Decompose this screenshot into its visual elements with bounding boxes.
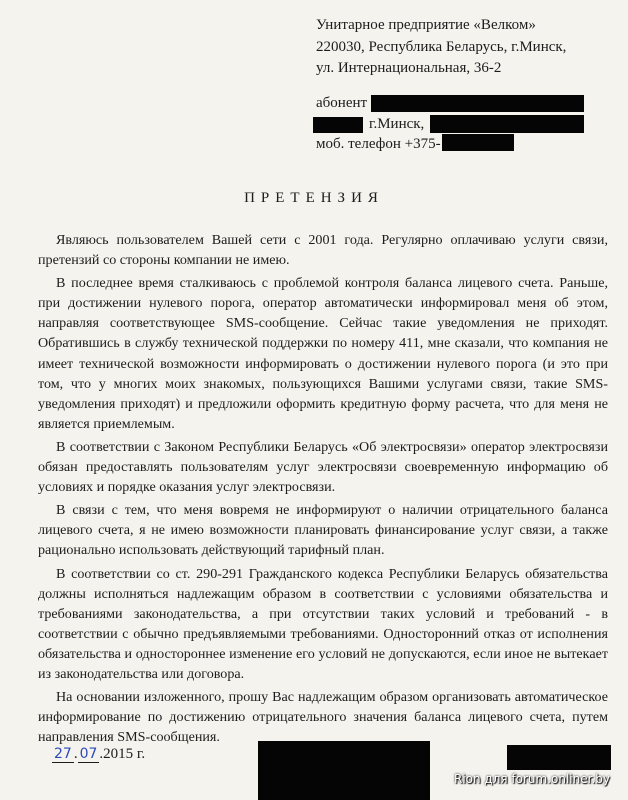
signature-date <box>52 746 145 763</box>
document-body <box>38 230 608 750</box>
date-separator: . <box>99 746 104 762</box>
redacted-signature <box>258 741 430 800</box>
document-title: ПРЕТЕНЗИЯ <box>244 190 384 206</box>
paragraph: В последнее время сталкиваюсь с проблемой контроля баланса лицевого счета. Раньше, при достижении нулевого порога, оператор автоматически информировал меня об этом, направляя соответствующее SMS-сообщение. Сейчас такие уведомления не приходят. Обратившись в службу технической поддержки по номеру 411, мне сказали, что компания не имеет технической возможности информировать о достижении нулевого порога (и это при том, что у многих моих знакомых, пользующихся Вашими услугами связи, такие SMS-уведомления приходят) и предложили оформить кредитную форму расчета, что для меня не является приемлемым. <box>38 275 608 432</box>
sender-city: г.Минск, <box>369 116 425 132</box>
redacted-phone <box>442 134 514 151</box>
watermark: Rion для forum.onliner.by <box>453 772 610 786</box>
redacted-name <box>371 95 584 112</box>
redacted-street <box>430 115 584 133</box>
recipient-line-3: ул. Интернациональная, 36-2 <box>316 60 502 76</box>
recipient-line-2: 220030, Республика Беларусь, г.Минск, <box>316 39 567 55</box>
date-year: 2015 г. <box>103 746 146 762</box>
recipient-line-1: Унитарное предприятие «Велком» <box>316 17 536 33</box>
paragraph: В связи с тем, что меня вовремя не информируют о наличии отрицательного баланса лицевого счета, я не имею возможности планировать финансирование услуг связи, а также рационально использовать действующий тарифный план. <box>38 502 608 559</box>
date-day: 27 <box>54 746 72 762</box>
paragraph: На основании изложенного, прошу Вас надлежащим образом организовать автоматическое информирование по достижению отрицательного значения баланса лицевого счета, путем направления SMS-сообщения. <box>38 689 608 746</box>
paragraph: В соответствии со ст. 290-291 Гражданского кодекса Республики Беларусь обязательства должны исполняться надлежащим образом в соответствии с условиями обязательства и требованиями законодательства, а при отсутствии таких условий и требований - в соответствии с обычно предъявляемыми требованиями. Односторонний отказ от исполнения обязательства и одностороннее изменение его условий не допускаются, если иное не вытекает из законодательства или договора. <box>38 565 608 682</box>
date-separator: . <box>73 746 78 762</box>
subscriber-label: абонент <box>316 95 368 111</box>
paragraph: Являюсь пользователем Вашей сети с 2001 года. Регулярно оплачиваю услуги связи, претензий со стороны компании не имею. <box>38 232 608 269</box>
phone-label: моб. телефон +375- <box>316 136 441 152</box>
date-month: 07 <box>79 746 98 762</box>
redacted-postcode <box>313 117 363 133</box>
redacted-signer-name <box>507 745 611 770</box>
paragraph: В соответствии с Законом Республики Беларусь «Об электросвязи» оператор электросвязи обязан предоставлять пользователям услуг электросвязи своевременную информацию об условиях и порядке оказания услуг электросвязи. <box>38 438 608 496</box>
